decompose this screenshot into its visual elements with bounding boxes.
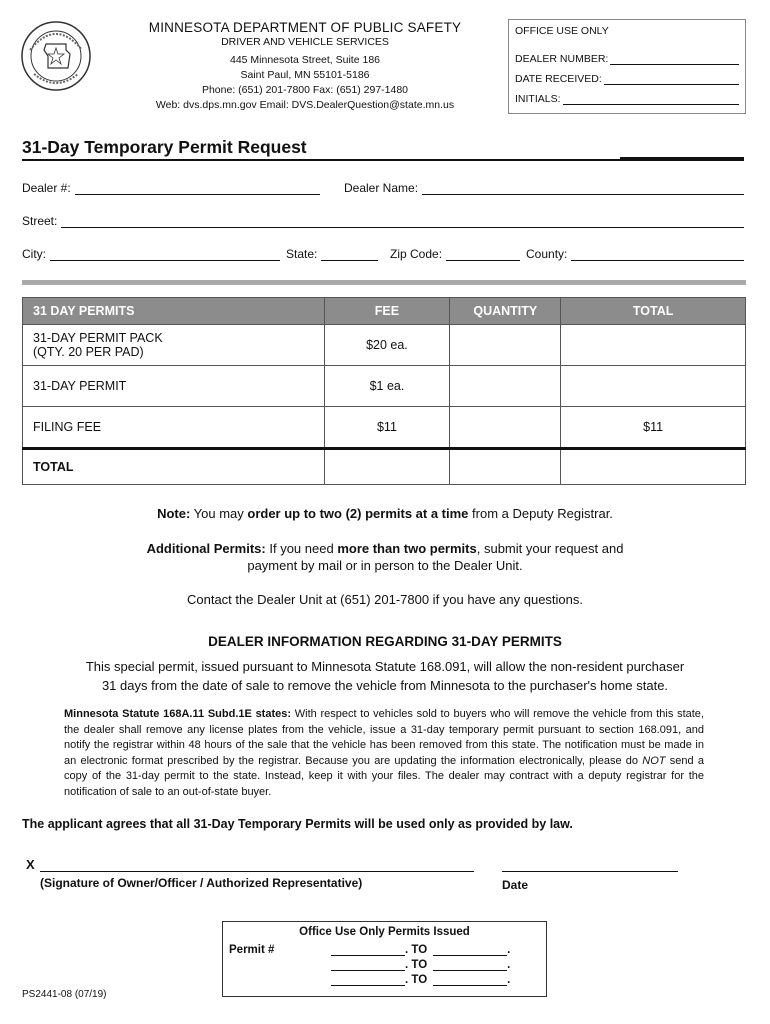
dealer-name-input[interactable] [344,181,744,195]
quantity-cell[interactable] [450,407,561,449]
address-line-1: 445 Minnesota Street, Suite 186 [229,54,380,66]
note-label: Note: [157,506,191,521]
permit-range-row[interactable] [331,959,527,971]
permit-number-label: Permit # [229,944,275,956]
col-header-permits: 31 DAY PERMITS [23,298,325,325]
section-divider-bar [22,280,746,285]
col-header-quantity: QUANTITY [450,298,561,325]
total-cell[interactable] [561,325,746,366]
county-label: County: [526,247,568,261]
contact-line: Contact the Dealer Unit at (651) 201-7800 if you have any questions. [186,592,584,607]
fee-cell: $20 ea. [324,325,450,366]
dealer-info-line-2: 31 days from the date of sale to remove the vehicle from Minnesota to the purchaser's home state. [101,678,669,693]
permit-range-row[interactable] [331,944,527,956]
note-text-bold: order up to two (2) permits at a time [247,506,469,521]
dealer-info-heading: DEALER INFORMATION REGARDING 31-DAY PERMITS [208,634,562,649]
total-cell[interactable] [561,366,746,407]
signature-label: (Signature of Owner/Officer / Authorized Representative) [40,876,363,890]
phone-line: Phone: (651) 201-7800 Fax: (651) 297-1480 [201,84,409,96]
agency-name: MINNESOTA DEPARTMENT OF PUBLIC SAFETY [148,20,462,35]
total-fee-cell [324,449,450,485]
permits-table [22,297,746,485]
date-received-field[interactable] [515,73,739,85]
initials-label: INITIALS: [515,93,561,105]
to-label: . TO [405,974,428,986]
initials-field[interactable] [515,93,739,105]
statute-text-a: With respect to vehicles sold to buyers who will remove the vehicle from this state, the dealer shall remove any license plates from the vehicle, issue a 31-day temporary permit pursuant to section 168.091, and notify the registrar within 48 hours of the sale that the vehicle has been removed from this state. The notification must be made in an electronic format prescribed by the registrar. Because you are updating the information electronically, please do [64,708,704,767]
street-input[interactable] [22,214,744,228]
table-row [23,366,746,407]
end-mark: . [507,959,511,971]
statute-label: Minnesota Statute 168A.11 Subd.1E states: [64,708,292,720]
end-mark: . [507,944,511,956]
signature-x-mark: X [26,857,35,872]
date-received-label: DATE RECEIVED: [515,73,602,85]
minnesota-seal-logo [20,20,92,92]
item-label: 31-DAY PERMIT PACK [33,331,163,345]
signature-line[interactable] [40,871,474,872]
end-mark: . [507,974,511,986]
item-cell [23,325,325,366]
address-line-2: Saint Paul, MN 55101-5186 [240,69,370,81]
total-cell: $11 [561,407,746,449]
street-label: Street: [22,214,58,228]
agreement-statement: The applicant agrees that all 31-Day Temporary Permits will be used only as provided by law. [22,817,573,831]
item-sublabel: (QTY. 20 PER PAD) [33,345,144,359]
zip-input[interactable] [390,247,520,261]
office-use-title: OFFICE USE ONLY [515,25,609,37]
city-label: City: [22,247,46,261]
dealer-number-input[interactable] [22,181,320,195]
quantity-cell[interactable] [450,366,561,407]
fee-cell: $11 [324,407,450,449]
additional-permits-line-2: payment by mail or in person to the Dealer Unit. [247,558,523,573]
additional-text-a: If you need [265,541,338,556]
note-text-c: from a Deputy Registrar. [468,506,613,521]
to-label: . TO [405,944,428,956]
additional-text-c: , submit your request and [476,541,624,556]
office-permits-issued-box [222,921,547,997]
zip-label: Zip Code: [390,247,443,261]
additional-permits-label: Additional Permits: [146,541,266,556]
agency-header [120,20,490,113]
permit-range-row[interactable] [331,974,527,986]
title-divider-accent [620,157,744,159]
dealer-info-line-1: This special permit, issued pursuant to Minnesota Statute 168.091, will allow the non-resident purchaser [85,659,685,674]
statute-text-b: send a copy of the 31-day permit to the state. Instead, keep it with your files. The dealer may contract with a deputy registrar for the notification of sale to an out-of-state buyer. [64,754,704,798]
total-quantity-cell[interactable] [450,449,561,485]
division-name: DRIVER AND VEHICLE SERVICES [221,36,389,48]
col-header-total: TOTAL [561,298,746,325]
col-header-fee: FEE [324,298,450,325]
web-email-line: Web: dvs.dps.mn.gov Email: DVS.DealerQuestion@state.mn.us [155,99,455,111]
date-label: Date [502,878,529,892]
total-label: TOTAL [23,449,325,485]
form-title: 31-Day Temporary Permit Request [22,137,307,157]
additional-text-bold: more than two permits [337,541,477,556]
dealer-name-input-label: Dealer Name: [344,181,419,195]
city-input[interactable] [22,247,280,261]
to-label: . TO [405,959,428,971]
state-input[interactable] [286,247,378,261]
item-cell: FILING FEE [23,407,325,449]
table-row [23,407,746,449]
statute-paragraph [64,707,704,800]
table-row [23,325,746,366]
dealer-number-label: DEALER NUMBER: [515,53,609,65]
form-number: PS2441-08 (07/19) [22,989,107,1000]
county-input[interactable] [526,247,744,261]
table-total-row [23,449,746,485]
title-divider [22,159,744,161]
state-label: State: [286,247,318,261]
statute-not: NOT [642,754,666,767]
date-line[interactable] [502,871,678,872]
grand-total-cell[interactable] [561,449,746,485]
note-text-a: You may [190,506,248,521]
item-cell: 31-DAY PERMIT [23,366,325,407]
dealer-number-input-label: Dealer #: [22,181,71,195]
additional-permits-line [0,541,770,556]
note-line [0,506,770,521]
table-header-row [23,298,746,325]
office-use-box [508,19,746,114]
fee-cell: $1 ea. [324,366,450,407]
office-permits-heading: Office Use Only Permits Issued [299,926,470,938]
dealer-number-field[interactable] [515,53,739,65]
quantity-cell[interactable] [450,325,561,366]
